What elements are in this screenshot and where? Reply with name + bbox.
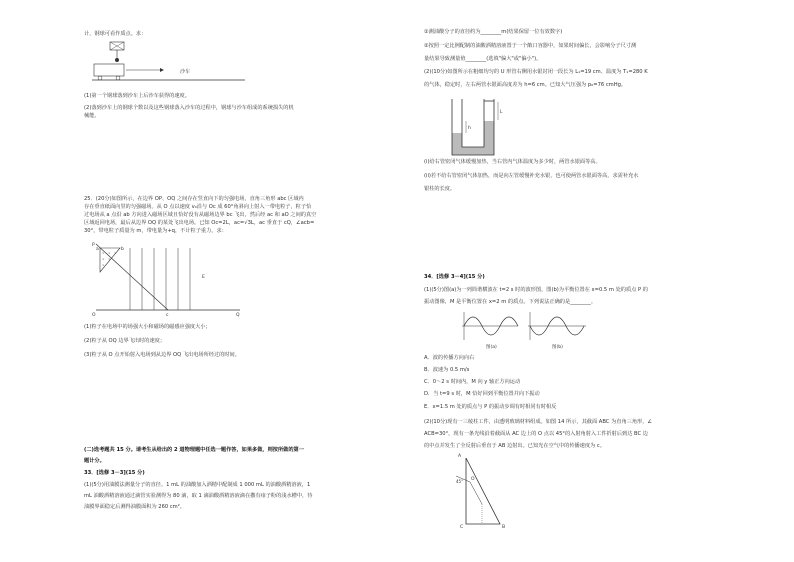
- svg-text:×: ×: [114, 251, 117, 255]
- fig4-caption-b: 图(b): [552, 345, 563, 350]
- u-tube-figure: [442, 93, 512, 167]
- sand-cart-figure: [90, 40, 250, 94]
- fig2-label-O: O: [92, 313, 96, 318]
- q33-title: 33．[选修 3－3](15 分): [84, 470, 145, 476]
- q33-r7: (ii)若不给右管密闭气体加热，而是向左管缓慢补充水银，也可使两管水银面等高，求需补充水: [424, 173, 639, 179]
- q34-2b: ACB=30°，现有一条光线沿着截面从 AC 边上的 O 点以 45°的入射角射入工件折射后到达 BC 边: [424, 431, 648, 437]
- option-b: B．波速为 0.5 m/s: [424, 367, 470, 373]
- q34-2a: (2)(10分)现有一三棱柱工件，由透明玻璃材料组成。如图 14 所示，其截面 ABC 为直角三角形，∠: [424, 419, 653, 425]
- p1-q2a: (2)落到沙车上的钢球个数以及这些钢球落入沙车的过程中，钢球与沙车组成的系统损失的机: [84, 105, 294, 111]
- svg-text:×: ×: [108, 257, 111, 261]
- q33-r4: (2)(10分)如图所示在粗细均匀的 U 形管右侧用水银封闭一段长为 L₁=19 cm、温度为 T₁=280 K: [424, 69, 648, 75]
- q33-r5: 的气体，稳定时，左右两管水银面高度差为 h=6 cm。已知大气压强为 p₀=76 cmHg。: [424, 82, 627, 88]
- p1-q2b: 械能。: [84, 113, 100, 119]
- fig2-label-P: P: [92, 243, 95, 248]
- fig2-label-Q: Q: [236, 313, 240, 318]
- q34-title: 34．[选修 3－4](15 分): [424, 274, 485, 280]
- option-d: D．当 t=9 s 时，M 恰好回到平衡位置并向下振动: [424, 391, 540, 397]
- fig2-label-b: b: [121, 247, 124, 252]
- fig4-caption-a: 图(a): [486, 345, 497, 350]
- wave-figures: [460, 310, 590, 354]
- fig2-label-a: a: [96, 247, 99, 252]
- fig5-label-O: O: [471, 477, 475, 482]
- p25-q3: (3)粒子从 O 点开始射入电场到从边界 OQ 飞出电场所经过的时间。: [84, 352, 240, 358]
- q34-2c: 的中点并发生了全反射后垂直于 AB 边射出。已知光在空气中的传播速度为 c。: [424, 443, 605, 449]
- q34-r2: 振动图像，M 是平衡位置在 x=2 m 的质点。下列说法正确的是________。: [424, 299, 597, 305]
- fig5-label-angle: 45°: [456, 479, 464, 484]
- p25-q1: (1)粒子在电场中的场强大小和磁场的磁感应强度大小；: [84, 324, 211, 330]
- q33-line-1: (1)(5分)用油膜法测量分子的直径。1 mL 的油酸加入酒精中配制成 1 000 mL 的油酸酒精溶液，1: [84, 482, 311, 488]
- svg-text:×: ×: [102, 263, 105, 267]
- q33-r3: 量结果导致测量值________(选填"偏大"或"偏小")。: [424, 56, 542, 62]
- option-c: C．0～2 s 时间内，M 向 y 轴正方向运动: [424, 379, 521, 385]
- right-column: [424, 0, 734, 562]
- q33-r8: 银柱的长度。: [424, 186, 456, 192]
- svg-text:×: ×: [102, 251, 105, 255]
- fig1-label: 沙车: [180, 69, 191, 75]
- p1-q1: (1)第一个钢球落到沙车上后沙车获得的速度。: [84, 93, 190, 99]
- q33-line-2: mL 油酸酒精溶液通过滴管实验测得为 80 滴，取 1 滴油酸酒精溶液滴在撒有痱子粉的浅水槽中，待: [84, 493, 313, 499]
- option-a: A．波的传播方向向右: [424, 355, 475, 361]
- q33-r1: ①测油酸分子的直径约为________m(结果保留一位有效数字): [424, 29, 563, 35]
- fig2-label-c: c: [166, 313, 169, 318]
- wave-graph-a: [462, 312, 518, 350]
- q33-r2: ②按照一定比例配制的油酸酒精溶液置于一个敞口容器中，如果时间偏长，会影响分子尺寸测: [424, 43, 637, 49]
- section2-line2: 题计分。: [84, 458, 105, 464]
- option-e: E．x=1.5 m 处的质点与 P 的振动步调有时相同有时相反: [424, 404, 557, 410]
- prism-figure: [454, 452, 514, 532]
- p25-line-2: 存在垂直纸面向里的匀强磁场。从 O 点以速度 v₀沿与 Oc 成 60°角斜向上射入一带电粒子，粒子恰: [84, 204, 312, 210]
- field-figure: [90, 238, 250, 322]
- left-column: [84, 0, 396, 562]
- fig2-label-E: E: [202, 275, 205, 280]
- fig3-label-L: L: [500, 110, 503, 115]
- p25-line-4: 区域返回电场，最后从边界 OQ 的某处飞出电场。已知 Oc=2L，ac=√3L，ac 垂直于 cQ，∠acb=: [84, 220, 315, 226]
- p25-q2: (2)粒子从 OQ 边界飞出时的速度；: [84, 338, 166, 344]
- p25-line-5: 30°，带电粒子质量为 m，带电量为+q，不计粒子重力，求：: [84, 228, 227, 234]
- fig3-label-h: h: [468, 126, 471, 131]
- q33-line-3: 油膜界面稳定后测得油膜面积为 260 cm²。: [84, 504, 185, 510]
- fig5-label-A: A: [458, 454, 462, 459]
- fig5-label-C: C: [460, 525, 464, 528]
- p25-line-1: 25．(20分)如图所示，在边界 OP、OQ 之间存在竖直向下的匀强电场，直角三角形 abc 区域内: [84, 196, 304, 202]
- q33-r6: (i)给右管密闭气体缓慢加热，当右管内气体温度为多少时，两管水银面等高。: [424, 159, 601, 165]
- q34-r1: (1)(5分)图(a)为一列简谐横波在 t=2 s 时的波形图，图(b)为平衡位置在 x=0.5 m 处的质点 P 的: [424, 287, 648, 293]
- p25-line-3: 过电场从 a 点沿 ab 方向进入磁场区域且恰好没有从磁场边界 bc 飞出，然后经 ac 和 aO 之间的真空: [84, 212, 317, 218]
- p1-line1: 计，钢球可看作质点。求：: [84, 31, 147, 37]
- section2-line1: (二)选考题共 15 分。请考生从给出的 2 道物理题中任选一题作答，如果多做，则按所做的第一: [84, 447, 304, 453]
- svg-text:×: ×: [108, 251, 111, 255]
- svg-text:×: ×: [102, 257, 105, 261]
- fig5-label-B: B: [502, 525, 506, 528]
- wave-graph-b: [528, 312, 586, 350]
